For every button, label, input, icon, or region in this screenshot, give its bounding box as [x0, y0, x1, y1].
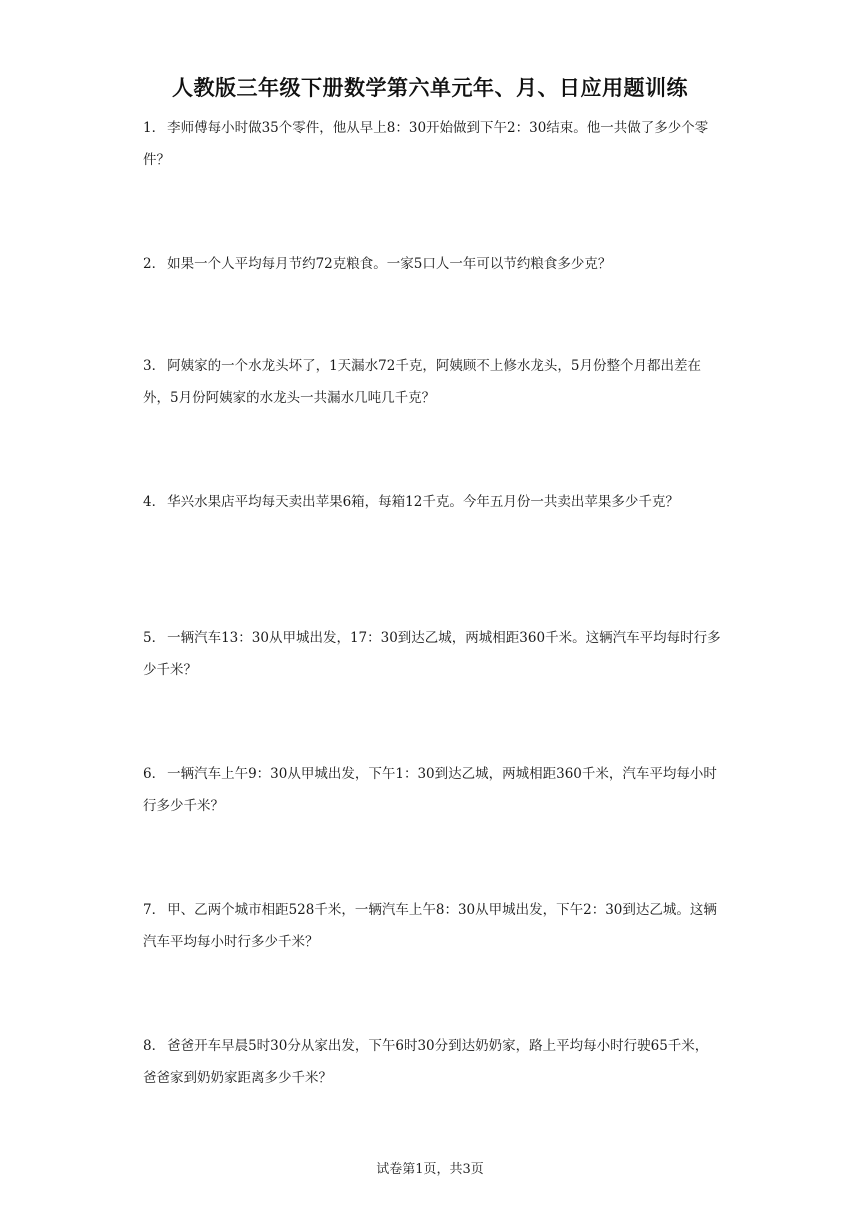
question-3 [143, 350, 721, 414]
question-text: 如果一个人平均每月节约72克粮食。一家5口人一年可以节约粮食多少克？ [167, 256, 612, 272]
question-text: 华兴水果店平均每天卖出苹果6箱，每箱12千克。今年五月份一共卖出苹果多少千克？ [167, 494, 679, 510]
page-title: 人教版三年级下册数学第六单元年、月、日应用题训练 [172, 75, 688, 100]
question-text: 阿姨家的一个水龙头坏了，1天漏水72千克，阿姨顾不上修水龙头，5月份整个月都出差在外，5月份阿姨家的水龙头一共漏水几吨几千克？ [143, 358, 701, 406]
question-number: 7． [143, 902, 166, 918]
page-footer: 试卷第1页，共3页 [376, 1162, 484, 1177]
question-number: 4． [143, 494, 166, 510]
question-text: 一辆汽车上午9：30从甲城出发，下午1：30到达乙城，两城相距360千米，汽车平均每小时行多少千米？ [143, 766, 717, 814]
question-text: 一辆汽车13：30从甲城出发，17：30到达乙城，两城相距360千米。这辆汽车平均每时行多少千米？ [143, 630, 721, 678]
question-text: 李师傅每小时做35个零件，他从早上8：30开始做到下午2：30结束。他一共做了多少个零件？ [143, 120, 709, 168]
question-number: 5． [143, 630, 166, 646]
question-1 [143, 112, 721, 176]
question-4 [143, 486, 721, 518]
question-number: 8． [143, 1038, 166, 1054]
question-6 [143, 758, 721, 822]
question-7 [143, 894, 721, 958]
question-text: 甲、乙两个城市相距528千米，一辆汽车上午8：30从甲城出发，下午2：30到达乙城。这辆汽车平均每小时行多少千米？ [143, 902, 717, 950]
question-number: 2． [143, 256, 166, 272]
question-text: 爸爸开车早晨5时30分从家出发，下午6时30分到达奶奶家，路上平均每小时行驶65千米，爸爸家到奶奶家距离多少千米？ [143, 1038, 709, 1086]
question-number: 1． [143, 120, 166, 136]
question-8 [143, 1030, 721, 1094]
question-5 [143, 622, 721, 686]
question-number: 3． [143, 358, 166, 374]
question-2 [143, 248, 721, 280]
question-number: 6． [143, 766, 166, 782]
